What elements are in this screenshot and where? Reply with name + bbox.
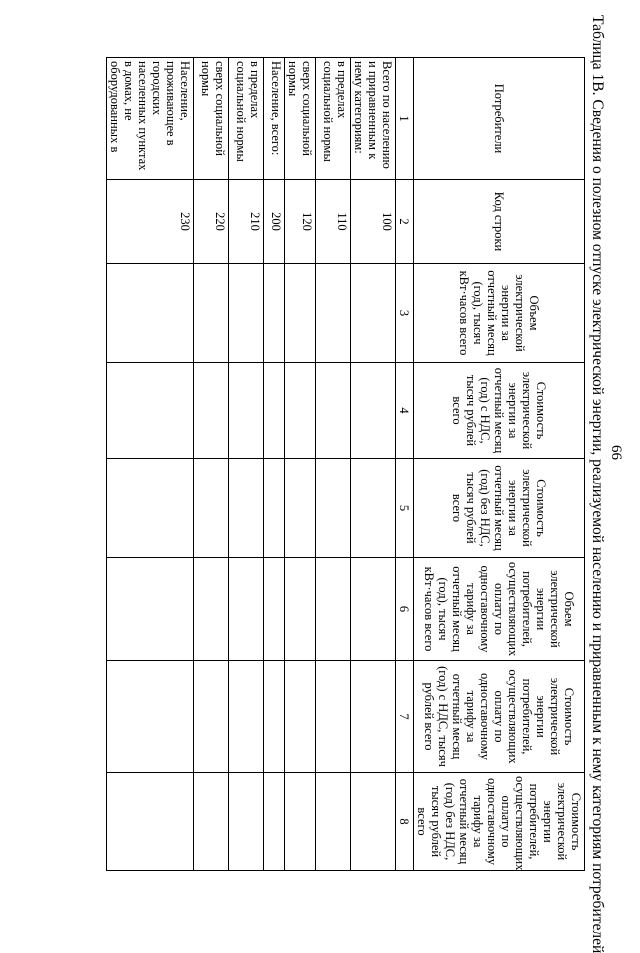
empty-cell — [316, 264, 351, 363]
row-code: 200 — [264, 180, 285, 264]
column-number: 6 — [396, 558, 414, 661]
empty-cell — [107, 773, 194, 871]
empty-cell — [107, 264, 194, 363]
header-cost-with-vat: Стоимость электрической энергии за отчетный месяц (год) с НДС, тысяч рублей всего — [414, 363, 585, 459]
table-row — [316, 58, 351, 871]
header-row — [414, 58, 585, 871]
row-code: 110 — [316, 180, 351, 264]
table-row — [351, 58, 396, 871]
row-code: 210 — [229, 180, 264, 264]
empty-cell — [107, 459, 194, 558]
column-number: 5 — [396, 459, 414, 558]
empty-cell — [229, 459, 264, 558]
empty-cell — [316, 773, 351, 871]
empty-cell — [194, 558, 229, 661]
table-caption: Таблица 1В. Сведения о полезном отпуске электрической энергии, реализуемой населению и приравненным к нему категориям потребителей — [589, 15, 606, 953]
header-row-code: Код строки — [414, 180, 585, 264]
table-row — [285, 58, 316, 871]
empty-cell — [316, 363, 351, 459]
row-consumer-name: сверх социальной нормы — [194, 58, 229, 180]
empty-cell — [351, 661, 396, 773]
empty-cell — [229, 264, 264, 363]
row-code: 230 — [107, 180, 194, 264]
empty-cell — [316, 558, 351, 661]
row-code: 120 — [285, 180, 316, 264]
table-row — [264, 58, 285, 871]
empty-cell — [194, 459, 229, 558]
empty-cell — [194, 661, 229, 773]
empty-cell — [194, 363, 229, 459]
empty-cell — [229, 558, 264, 661]
header-cost-without-vat: Стоимость электрической энергии за отчетный месяц (год) без НДС, тысяч рублей всего — [414, 459, 585, 558]
empty-cell — [264, 773, 285, 871]
empty-cell — [351, 264, 396, 363]
empty-cell — [351, 773, 396, 871]
header-single-rate-volume: Объем электрической энергии потребителей, осуществляющих оплату по одноставочному тарифу за отчетный месяц (год), тысяч кВт·часов всего — [414, 558, 585, 661]
column-number: 7 — [396, 661, 414, 773]
empty-cell — [285, 264, 316, 363]
empty-cell — [285, 773, 316, 871]
column-number-row — [396, 58, 414, 871]
column-number: 2 — [396, 180, 414, 264]
empty-cell — [107, 558, 194, 661]
empty-cell — [316, 459, 351, 558]
empty-cell — [194, 264, 229, 363]
row-consumer-name: Всего по населению и приравненным к нему категориям: — [351, 58, 396, 180]
empty-cell — [285, 363, 316, 459]
column-number: 8 — [396, 773, 414, 871]
empty-cell — [229, 363, 264, 459]
empty-cell — [264, 558, 285, 661]
empty-cell — [351, 363, 396, 459]
page-number: 66 — [608, 445, 624, 460]
header-single-rate-cost-without-vat: Стоимость электрической энергии потребителей, осуществляющих оплату по одноставочному тарифу за отчетный месяц (год) без НДС, тысяч рублей всего — [414, 773, 585, 871]
empty-cell — [107, 661, 194, 773]
header-single-rate-cost-with-vat: Стоимость электрической энергии потребителей, осуществляющих оплату по одноставочному тарифу за отчетный месяц (год) с НДС, тысяч рублей всего — [414, 661, 585, 773]
empty-cell — [229, 773, 264, 871]
table-row — [107, 58, 194, 871]
row-code: 100 — [351, 180, 396, 264]
empty-cell — [229, 661, 264, 773]
empty-cell — [107, 363, 194, 459]
empty-cell — [285, 661, 316, 773]
consumption-table — [106, 57, 585, 871]
empty-cell — [264, 363, 285, 459]
empty-cell — [264, 459, 285, 558]
column-number: 4 — [396, 363, 414, 459]
row-consumer-name: Население, проживающее в городских населенных пунктах в домах, не оборудованных в — [107, 58, 194, 180]
table-row — [194, 58, 229, 871]
empty-cell — [194, 773, 229, 871]
header-volume-total: Объем электрической энергии за отчетный месяц (год), тысяч кВт·часов всего — [414, 264, 585, 363]
empty-cell — [351, 459, 396, 558]
empty-cell — [316, 661, 351, 773]
row-consumer-name: Население, всего: — [264, 58, 285, 180]
column-number: 1 — [396, 58, 414, 180]
row-code: 220 — [194, 180, 229, 264]
table-row — [229, 58, 264, 871]
empty-cell — [285, 558, 316, 661]
empty-cell — [285, 459, 316, 558]
row-consumer-name: в пределах социальной нормы — [316, 58, 351, 180]
empty-cell — [264, 661, 285, 773]
column-number: 3 — [396, 264, 414, 363]
row-consumer-name: сверх социальной нормы — [285, 58, 316, 180]
empty-cell — [351, 558, 396, 661]
row-consumer-name: в пределах социальной нормы — [229, 58, 264, 180]
empty-cell — [264, 264, 285, 363]
header-consumers: Потребители — [414, 58, 585, 180]
